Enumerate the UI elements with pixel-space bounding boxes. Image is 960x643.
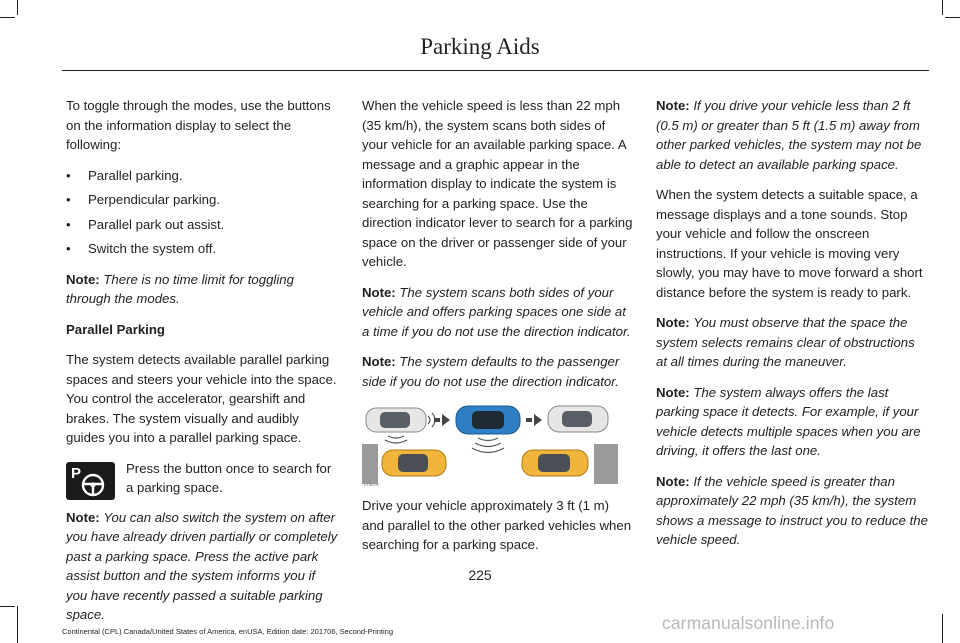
column-2 xyxy=(362,96,634,566)
curb-block xyxy=(362,444,378,484)
sensor-wave-icon xyxy=(388,436,404,438)
arrow-right-icon xyxy=(526,414,542,426)
sensor-wave-icon xyxy=(475,443,501,447)
sensor-wave-icon xyxy=(385,440,407,443)
curb-block xyxy=(594,444,618,484)
intro-paragraph: To toggle through the modes, use the buttons on the information display to select the following: xyxy=(66,98,331,152)
column-1 xyxy=(66,96,338,636)
column-3 xyxy=(656,96,928,561)
paragraph: Drive your vehicle approximately 3 ft (1 m) and parallel to the other parked vehicles when searching for a parking space. xyxy=(362,498,632,552)
park-assist-icon-graphic xyxy=(66,462,115,500)
list-item: • Parallel park out assist. xyxy=(66,215,338,235)
watermark: carmanualsonline.info xyxy=(662,613,835,633)
note-label: Note: xyxy=(66,271,100,287)
sensor-wave-icon xyxy=(428,416,430,424)
header-rule xyxy=(62,70,929,71)
paragraph: When the vehicle speed is less than 22 mph (35 km/h), the system scans both sides of your vehicle for an available parking space. A message and a graphic appear in the information display to indicate the system is searching for a parking space. Use the direction indicator lever to search for a parking space on the driver or passenger side of your vehicle. xyxy=(362,98,633,269)
page-title: Parking Aids xyxy=(420,34,540,59)
note-label: Note: xyxy=(656,384,690,400)
note-text: The system defaults to the passenger side if you do not use the direction indicator. xyxy=(362,354,620,389)
note-text: The system scans both sides of your vehicle and offers parking spaces one side at a time if you do not use the direction indicator. xyxy=(362,284,631,339)
crop-mark xyxy=(17,0,18,15)
mode-list xyxy=(66,166,338,259)
park-assist-icon xyxy=(66,462,115,500)
page-number: 225 xyxy=(468,567,492,583)
list-item: • Switch the system off. xyxy=(66,239,338,259)
crop-mark xyxy=(17,606,18,643)
note-text: The system always offers the last parking space it detects. For example, if your vehicle detects multiple spaces when you are driving, it offers the last one. xyxy=(656,384,921,458)
parked-car-yellow-icon xyxy=(522,450,588,476)
note-text: If you drive your vehicle less than 2 ft (0.5 m) or greater than 5 ft (1.5 m) away from other parked vehicles, the system may not be able to detect an available parking space. xyxy=(656,98,922,172)
list-item: • Perpendicular parking. xyxy=(66,190,338,210)
sensor-wave-icon xyxy=(472,448,504,453)
note-label: Note: xyxy=(66,509,100,525)
note-label: Note: xyxy=(656,315,690,330)
note xyxy=(66,508,338,625)
note-text: If the vehicle speed is greater than approximately 22 mph (35 km/h), the system shows a message to instruct you to reduce the vehicle speed. xyxy=(656,473,928,547)
note-label: Note: xyxy=(362,284,396,300)
note xyxy=(656,383,928,461)
note xyxy=(362,283,634,342)
parked-car-yellow-icon xyxy=(382,450,446,476)
figure-code: E186187 xyxy=(364,482,381,487)
note-label: Note: xyxy=(362,354,396,369)
crop-mark xyxy=(0,17,15,18)
note xyxy=(656,313,928,372)
arrow-right-icon xyxy=(434,414,450,426)
paragraph: The system detects available parallel parking spaces and steers your vehicle into the space. You control the accelerator, gearshift and brakes. The system visually and audibly guides you into a parallel parking space. xyxy=(66,352,337,445)
illustration-graphic xyxy=(362,402,634,488)
active-vehicle-blue-icon xyxy=(456,406,520,434)
note-text: There is no time limit for toggling through the modes. xyxy=(66,271,294,306)
note xyxy=(362,352,634,391)
note-text: You can also switch the system on after you have already driven partially or completely past a parking space. Press the active park assist button and the system informs you if you have recently passed a suitable parking space. xyxy=(66,509,338,622)
crop-mark xyxy=(945,17,960,18)
icon-letter: P xyxy=(71,464,82,482)
edition-footer: Continental (CPL) Canada/United States of America, enUSA, Edition date: 201706, Second-Printing xyxy=(62,627,394,636)
parked-car-white-icon xyxy=(366,408,426,432)
parking-scan-illustration xyxy=(362,402,634,488)
note xyxy=(656,472,928,550)
note-label: Note: xyxy=(656,98,690,113)
note xyxy=(66,270,338,309)
crop-mark xyxy=(942,0,943,15)
note-label: Note: xyxy=(656,473,690,489)
note xyxy=(656,96,928,174)
note-text: You must observe that the space the system selects remains clear of obstructions at all times during the maneuver. xyxy=(656,315,915,369)
section-heading: Parallel Parking xyxy=(66,321,165,337)
icon-description: Press the button once to search for a parking space. xyxy=(126,460,332,495)
crop-mark xyxy=(942,614,943,643)
sensor-wave-icon xyxy=(478,438,498,441)
parked-car-white-icon xyxy=(548,406,608,432)
crop-mark xyxy=(0,606,15,607)
icon-row xyxy=(66,459,338,500)
list-item: • Parallel parking. xyxy=(66,166,338,186)
paragraph: When the system detects a suitable space, a message displays and a tone sounds. Stop your vehicle and follow the onscreen instructions. If your vehicle is moving very slowly, you may have to move forward a short distance before the system is ready to park. xyxy=(656,187,923,300)
